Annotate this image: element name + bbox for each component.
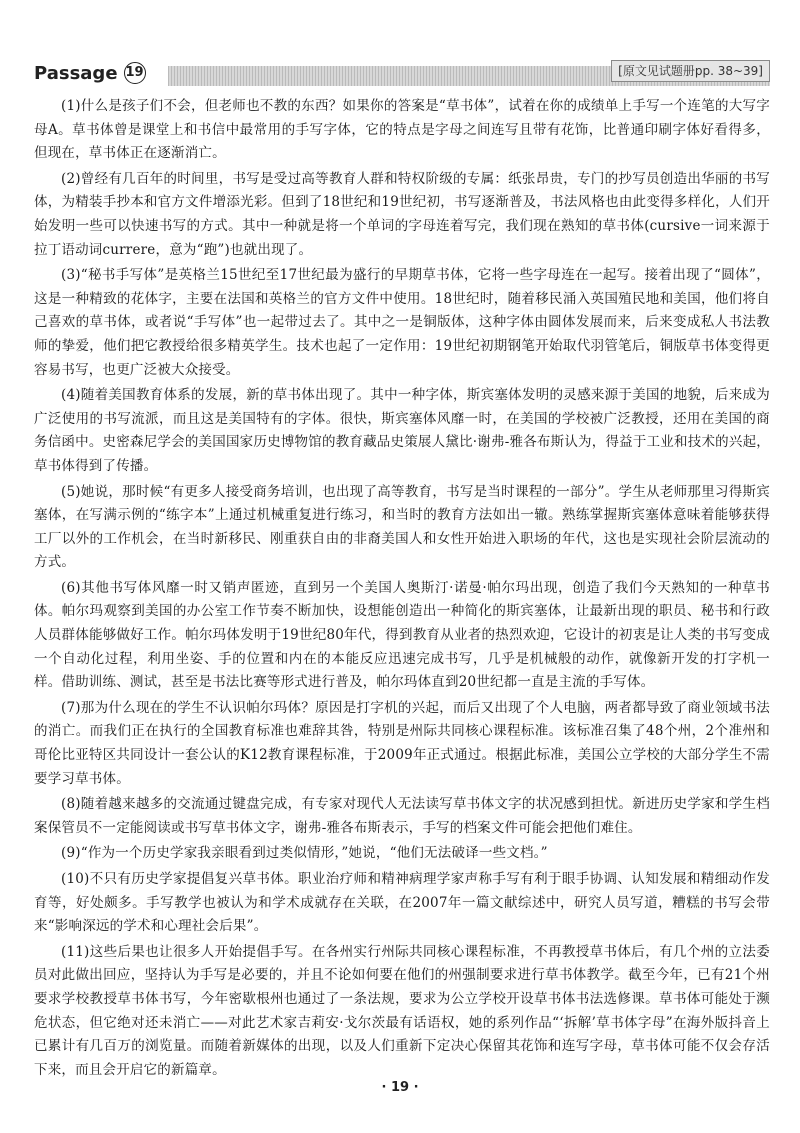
paragraph-10: (10)不只有历史学家提倡复兴草书体。职业治疗师和精神病理学家声称手写有利于眼手协调、认知发展和精细动作发育等，好处颇多。手写教学也被认为和学术成就存在关联，在2007年一篇文献综述中，研究人员写道，糟糕的书写会带来“影响深远的学术和心理社会后果”。 [34,871,770,935]
passage-header [34,60,770,88]
paragraph-9: (9)“作为一个历史学家我亲眼看到过类似情形，”她说，“他们无法破译一些文档。” [61,845,548,862]
paragraph-2: (2)曾经有几百年的时间里，书写是受过高等教育人群和特权阶级的专属：纸张昂贵，专门的抄写员创造出华丽的书写体，为精装手抄本和官方文件增添光彩。但到了18世纪和19世纪初，书写逐渐普及，书法风格也由此变得多样化，人们开始发明一些可以快速书写的方式。其中一种就是将一个单词的字母连着写完，我们现在熟知的草书体(cursive一词来源于拉丁语动词currere，意为“跑”)也就出现了。 [34,170,770,258]
source-reference: [原文见试题册pp. 38~39] [611,60,770,82]
paragraph-3: (3)“秘书手写体”是英格兰15世纪至17世纪最为盛行的早期草书体，它将一些字母连在一起写。接着出现了“圆体”，这是一种精致的花体字，主要在法国和英格兰的官方文件中使用。18世纪时，随着移民涌入英国殖民地和美国，他们将自己喜欢的草书体，或者说“手写体”也一起带过去了。其中之一是铜版体，这种字体由圆体发展而来，后来变成私人书法教师的挚爱，他们把它教授给很多精英学生。技术也起了一定作用：19世纪初期钢笔开始取代羽管笔后，铜版草书体变得更容易书写，也更广泛被大众接受。 [34,267,770,378]
paragraph-5: (5)她说，那时候“有更多人接受商务培训，也出现了高等教育，书写是当时课程的一部分”。学生从老师那里习得斯宾塞体，在写满示例的“练字本”上通过机械重复进行练习，和当时的教育方法如出一辙。熟练掌握斯宾塞体意味着能够获得工厂以外的工作机会，在当时新移民、刚重获自由的非裔美国人和女性开始进入职场的年代，这也是实现社会阶层流动的方式。 [34,483,770,571]
paragraph-6: (6)其他书写体风靡一时又销声匿迹，直到另一个美国人奥斯汀·诺曼·帕尔玛出现，创造了我们今天熟知的一种草书体。帕尔玛观察到美国的办公室工作节奏不断加快，设想能创造出一种简化的斯宾塞体，让最新出现的职员、秘书和行政人员群体能够做好工作。帕尔玛体发明于19世纪80年代，得到教育从业者的热烈欢迎，它设计的初衷是让人类的书写变成一个自动化过程，利用坐姿、手的位置和内在的本能反应迅速完成书写，几乎是机械般的动作，就像新开发的打字机一样。借助训练、测试，甚至是书法比赛等形式进行普及，帕尔玛体直到20世纪都一直是主流的手写体。 [34,579,770,691]
paragraph-7: (7)那为什么现在的学生不认识帕尔玛体？原因是打字机的兴起，而后又出现了个人电脑，两者都导致了商业领域书法的消亡。而我们正在执行的全国教育标准也难辞其咎，特别是州际共同核心课程标准。该标准召集了48个州，2个准州和哥伦比亚特区共同设计一套公认的K12教育课程标准，于2009年正式通过。根据此标准，美国公立学校的大部分学生不需要学习草书体。 [34,699,770,787]
passage-body [34,95,770,1084]
passage-label-text: Passage [34,62,118,84]
paragraph-8: (8)随着越来越多的交流通过键盘完成，有专家对现代人无法读写草书体文字的状况感到担忧。新进历史学家和学生档案保管员不一定能阅读或书写草书体文字，谢弗-雅各布斯表示，手写的档案文件可能会把他们难住。 [34,796,770,836]
passage-number-badge: 19 [124,62,146,84]
paragraph-1: (1)什么是孩子们不会，但老师也不教的东西？如果你的答案是“草书体”，试着在你的成绩单上手写一个连笔的大写字母A。草书体曾是课堂上和书信中最常用的手写字体，它的特点是字母之间连写且带有花饰，比普通印刷字体好看得多，但现在，草书体正在逐渐消亡。 [34,98,770,162]
paragraph-11: (11)这些后果也让很多人开始提倡手写。在各州实行州际共同核心课程标准，不再教授草书体后，有几个州的立法委员对此做出回应，坚持认为手写是必要的，并且不论如何要在他们的州强制要求进行草书体教学。截至今年，已有21个州要求学校教授草书体书写，今年密歇根州也通过了一条法规，要求为公立学校开设草书体书法选修课。草书体可能处于濒危状态，但它绝对还未消亡——对此艺术家吉莉安·戈尔茨最有话语权，她的系列作品“‘拆解’草书体字母”在海外版抖音上已累计有几百万的浏览量。而随着新媒体的出现，以及人们重新下定决心保留其花饰和连写字母，草书体可能不仅会存活下来，而且会开启它的新篇章。 [34,943,770,1078]
paragraph-4: (4)随着美国教育体系的发展，新的草书体出现了。其中一种字体，斯宾塞体发明的灵感来源于美国的地貌，后来成为广泛使用的书写流派，而且这是美国特有的字体。很快，斯宾塞体风靡一时，在美国的学校被广泛教授，还用在美国的商务信函中。史密森尼学会的美国国家历史博物馆的教育藏品史策展人黛比·谢弗-雅各布斯认为，得益于工业和技术的兴起，草书体得到了传播。 [34,387,770,474]
page-number: · 19 · [381,1080,419,1095]
passage-title [34,62,146,84]
